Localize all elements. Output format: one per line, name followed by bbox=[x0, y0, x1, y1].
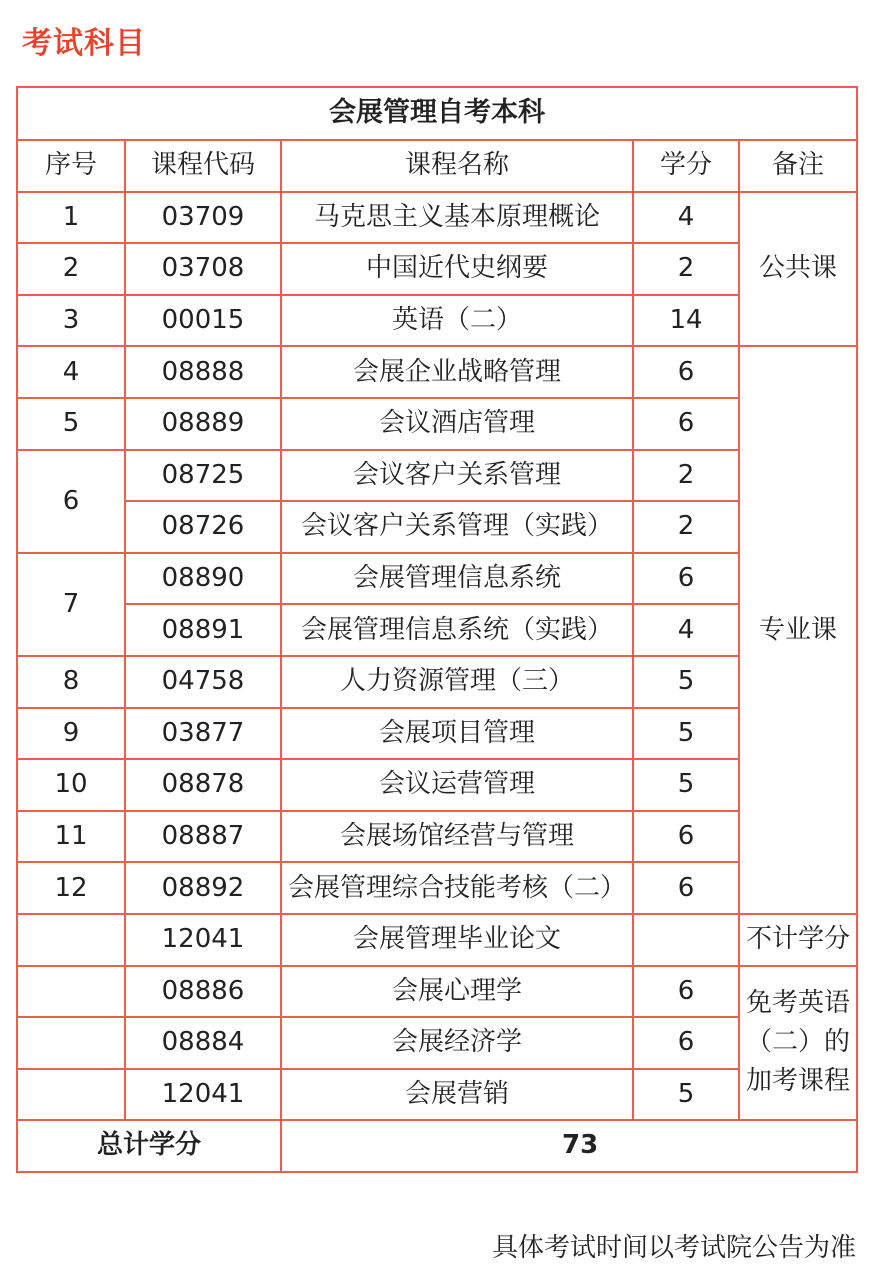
row-credit: 5 bbox=[633, 656, 739, 708]
row-code: 04758 bbox=[125, 656, 281, 708]
table-row bbox=[17, 243, 857, 295]
table-row bbox=[17, 501, 857, 553]
row-seq: 6 bbox=[17, 450, 125, 553]
row-credit: 14 bbox=[633, 295, 739, 347]
row-seq: 10 bbox=[17, 759, 125, 811]
row-credit: 6 bbox=[633, 346, 739, 398]
note-extra-courses bbox=[739, 966, 857, 1121]
row-code: 08888 bbox=[125, 346, 281, 398]
row-code: 08878 bbox=[125, 759, 281, 811]
row-seq bbox=[17, 1017, 125, 1069]
table-row bbox=[17, 708, 857, 760]
row-code: 08726 bbox=[125, 501, 281, 553]
row-seq: 5 bbox=[17, 398, 125, 450]
row-name: 会展项目管理 bbox=[281, 708, 633, 760]
row-name: 会展管理毕业论文 bbox=[281, 914, 633, 966]
table-row bbox=[17, 811, 857, 863]
row-name: 会议运营管理 bbox=[281, 759, 633, 811]
footnote: 具体考试时间以考试院公告为准 bbox=[491, 1233, 856, 1263]
row-code: 12041 bbox=[125, 914, 281, 966]
row-seq: 8 bbox=[17, 656, 125, 708]
table-row bbox=[17, 1017, 857, 1069]
row-name: 马克思主义基本原理概论 bbox=[281, 192, 633, 244]
row-name: 会展心理学 bbox=[281, 966, 633, 1018]
table-row bbox=[17, 966, 857, 1018]
row-credit: 6 bbox=[633, 811, 739, 863]
row-name: 会展场馆经营与管理 bbox=[281, 811, 633, 863]
row-code: 03708 bbox=[125, 243, 281, 295]
row-name: 中国近代史纲要 bbox=[281, 243, 633, 295]
row-seq: 2 bbox=[17, 243, 125, 295]
row-credit: 5 bbox=[633, 1069, 739, 1121]
row-credit: 6 bbox=[633, 398, 739, 450]
table-title-row bbox=[17, 87, 857, 140]
row-code: 03877 bbox=[125, 708, 281, 760]
table-row bbox=[17, 553, 857, 605]
row-credit bbox=[633, 914, 739, 966]
row-name: 会议酒店管理 bbox=[281, 398, 633, 450]
table-row bbox=[17, 656, 857, 708]
row-seq: 11 bbox=[17, 811, 125, 863]
row-name: 会展管理综合技能考核（二） bbox=[281, 862, 633, 914]
table-row bbox=[17, 295, 857, 347]
row-name: 会展管理信息系统 bbox=[281, 553, 633, 605]
row-seq: 1 bbox=[17, 192, 125, 244]
header-note: 备注 bbox=[739, 140, 857, 192]
note-public: 公共课 bbox=[739, 192, 857, 347]
row-name: 会展营销 bbox=[281, 1069, 633, 1121]
row-seq bbox=[17, 914, 125, 966]
row-credit: 6 bbox=[633, 1017, 739, 1069]
row-name: 会议客户关系管理 bbox=[281, 450, 633, 502]
row-code: 08889 bbox=[125, 398, 281, 450]
row-seq: 4 bbox=[17, 346, 125, 398]
table-row bbox=[17, 346, 857, 398]
note-extra-line: （二）的 bbox=[746, 1027, 851, 1058]
table-row bbox=[17, 1069, 857, 1121]
row-code: 08884 bbox=[125, 1017, 281, 1069]
total-value: 73 bbox=[281, 1120, 857, 1172]
row-code: 08886 bbox=[125, 966, 281, 1018]
row-seq bbox=[17, 1069, 125, 1121]
row-credit: 6 bbox=[633, 553, 739, 605]
row-seq: 12 bbox=[17, 862, 125, 914]
table-row bbox=[17, 604, 857, 656]
row-credit: 2 bbox=[633, 501, 739, 553]
row-name: 会议客户关系管理（实践） bbox=[281, 501, 633, 553]
table-row bbox=[17, 759, 857, 811]
row-name: 会展管理信息系统（实践） bbox=[281, 604, 633, 656]
note-no-credit: 不计学分 bbox=[739, 914, 857, 966]
row-credit: 5 bbox=[633, 708, 739, 760]
row-code: 08890 bbox=[125, 553, 281, 605]
row-credit: 6 bbox=[633, 966, 739, 1018]
row-seq: 3 bbox=[17, 295, 125, 347]
row-code: 00015 bbox=[125, 295, 281, 347]
row-code: 08887 bbox=[125, 811, 281, 863]
row-code: 08891 bbox=[125, 604, 281, 656]
row-code: 08725 bbox=[125, 450, 281, 502]
row-name: 人力资源管理（三） bbox=[281, 656, 633, 708]
table-row bbox=[17, 398, 857, 450]
row-credit: 4 bbox=[633, 604, 739, 656]
note-extra-line: 加考课程 bbox=[746, 1066, 851, 1097]
header-name: 课程名称 bbox=[281, 140, 633, 192]
page-heading: 考试科目 bbox=[22, 26, 146, 61]
row-credit: 2 bbox=[633, 243, 739, 295]
row-name: 会展企业战略管理 bbox=[281, 346, 633, 398]
row-name: 英语（二） bbox=[281, 295, 633, 347]
header-seq: 序号 bbox=[17, 140, 125, 192]
table-header-row bbox=[17, 140, 857, 192]
row-seq bbox=[17, 966, 125, 1018]
row-credit: 2 bbox=[633, 450, 739, 502]
row-seq: 7 bbox=[17, 553, 125, 656]
table-row bbox=[17, 192, 857, 244]
table-title: 会展管理自考本科 bbox=[17, 87, 857, 140]
header-credit: 学分 bbox=[633, 140, 739, 192]
row-code: 12041 bbox=[125, 1069, 281, 1121]
exam-subjects-table bbox=[16, 86, 858, 1173]
table-row bbox=[17, 450, 857, 502]
table-row bbox=[17, 862, 857, 914]
header-code: 课程代码 bbox=[125, 140, 281, 192]
total-label: 总计学分 bbox=[17, 1120, 281, 1172]
row-credit: 5 bbox=[633, 759, 739, 811]
row-credit: 4 bbox=[633, 192, 739, 244]
row-seq: 9 bbox=[17, 708, 125, 760]
row-name: 会展经济学 bbox=[281, 1017, 633, 1069]
row-code: 03709 bbox=[125, 192, 281, 244]
note-major: 专业课 bbox=[739, 346, 857, 914]
row-credit: 6 bbox=[633, 862, 739, 914]
table-row bbox=[17, 914, 857, 966]
note-extra-line: 免考英语 bbox=[746, 988, 851, 1019]
row-code: 08892 bbox=[125, 862, 281, 914]
total-row bbox=[17, 1120, 857, 1172]
